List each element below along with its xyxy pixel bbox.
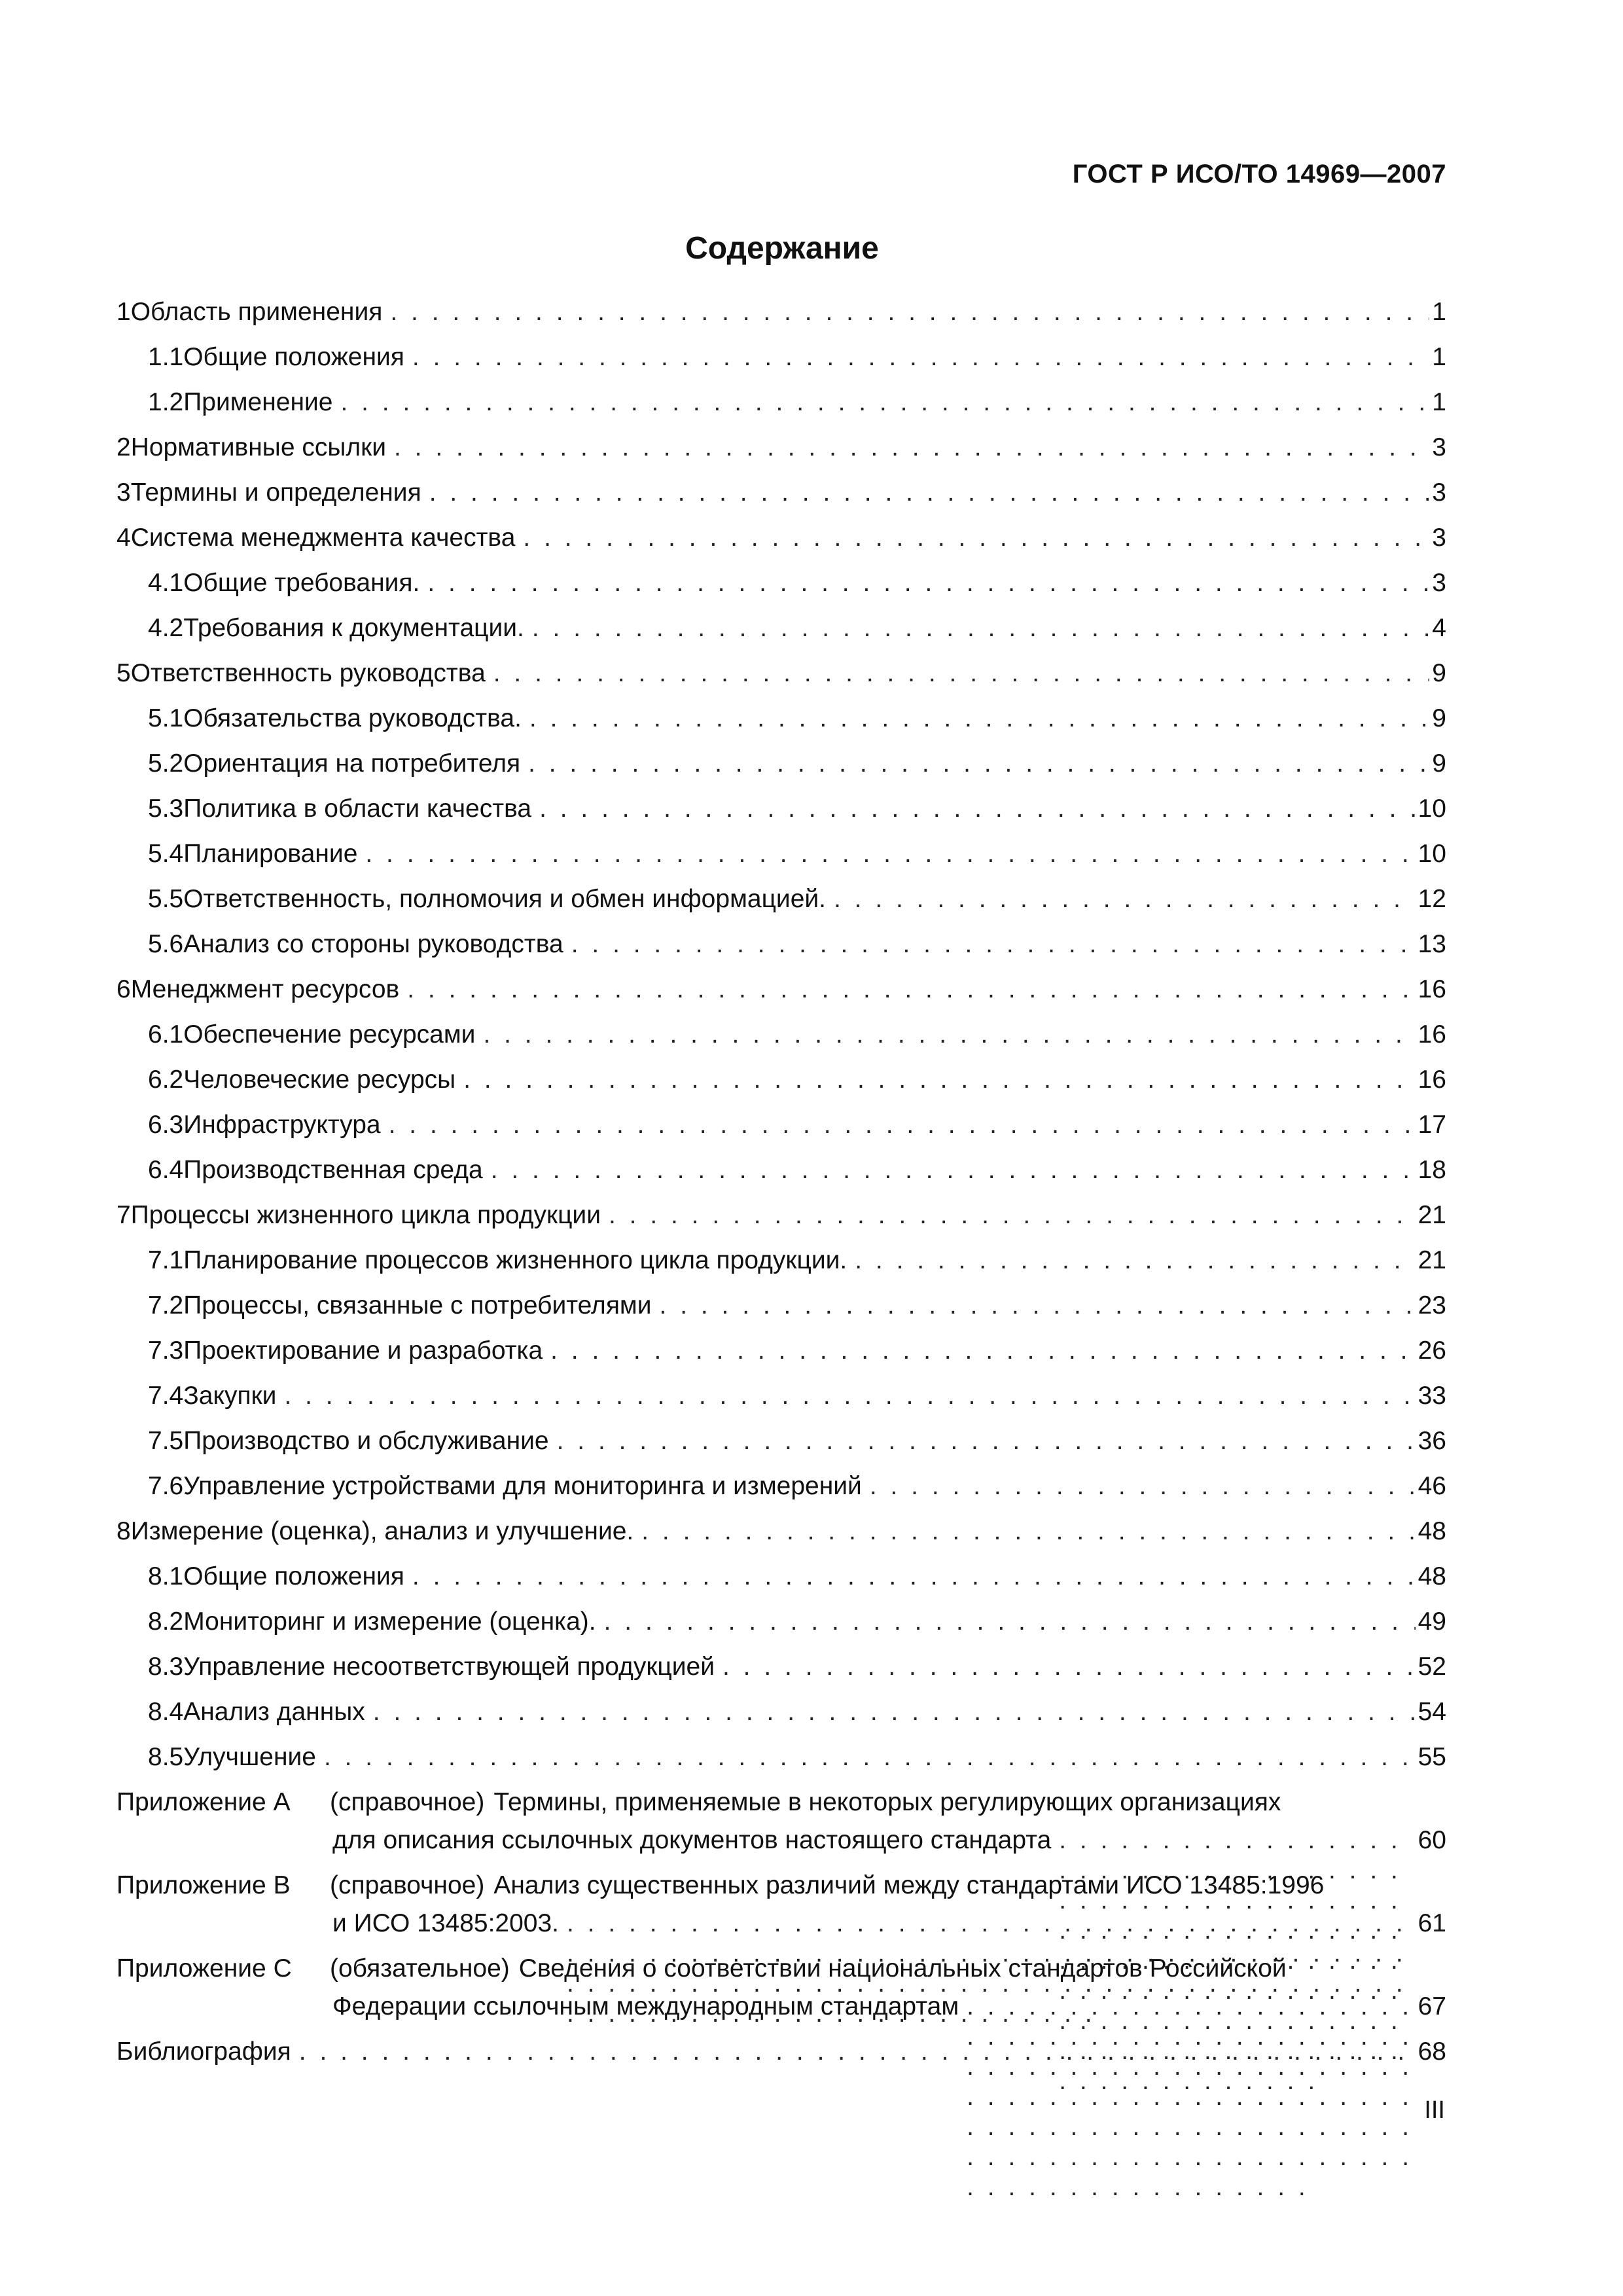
toc-entry-number: 2 xyxy=(116,433,131,461)
toc-entry-number: 8.1 xyxy=(148,1562,184,1590)
toc-entry[interactable] xyxy=(116,1381,1446,1426)
toc-entry-number: 7.6 xyxy=(148,1472,184,1500)
toc-entry-title: Требования к документации. xyxy=(183,614,524,642)
toc-entry[interactable] xyxy=(116,839,1446,884)
toc-entry[interactable] xyxy=(116,749,1446,794)
toc-entry-page: 17 xyxy=(1418,1111,1446,1139)
toc-entry-number: 8.5 xyxy=(148,1743,184,1771)
toc-entry-number: 5.4 xyxy=(148,840,184,868)
leader-dots xyxy=(855,1246,1415,1276)
annex-page: 60 xyxy=(1418,1826,1446,1854)
leader-dots xyxy=(528,749,1429,779)
toc-entry[interactable] xyxy=(116,1426,1446,1471)
toc-entry-number: 5.3 xyxy=(148,795,184,823)
toc-annex-c[interactable] xyxy=(116,1954,1446,2037)
leader-dots xyxy=(571,929,1416,960)
toc-entry-number: 7.4 xyxy=(148,1382,184,1410)
toc-entry[interactable] xyxy=(116,433,1446,478)
leader-dots xyxy=(660,1291,1416,1321)
toc-entry[interactable] xyxy=(116,1291,1446,1336)
leader-dots xyxy=(365,839,1415,869)
toc-entry-number: 1 xyxy=(116,298,131,326)
annex-title-line1: Анализ существенных различий между стандартами ИСО 13485:1996 xyxy=(493,1871,1325,1899)
leader-dots xyxy=(493,658,1430,689)
toc-annex-b[interactable] xyxy=(116,1871,1446,1954)
toc-entry-number: 4.2 xyxy=(148,614,184,642)
toc-entry-page: 10 xyxy=(1418,795,1446,823)
toc-entry-page: 46 xyxy=(1418,1472,1446,1500)
toc-entry-title: Политика в области качества xyxy=(183,795,532,823)
toc-entry[interactable] xyxy=(116,1742,1446,1787)
toc-entry-number: 6.3 xyxy=(148,1111,184,1139)
leader-dots xyxy=(412,1562,1416,1592)
leader-dots xyxy=(870,1471,1416,1501)
toc-entry[interactable] xyxy=(116,297,1446,342)
toc-entry-title: Менеджмент ресурсов xyxy=(130,975,400,1003)
annex-page: 67 xyxy=(1418,1992,1446,2020)
toc-entry-title: Измерение (оценка), анализ и улучшение. xyxy=(130,1517,634,1545)
leader-dots xyxy=(429,478,1430,508)
toc-entry[interactable] xyxy=(116,478,1446,523)
toc-entry-number: 4 xyxy=(116,524,131,552)
leader-dots xyxy=(390,297,1429,327)
bibliography-page: 68 xyxy=(1418,2037,1446,2066)
toc-entry-page: 3 xyxy=(1432,433,1446,461)
toc-entry-title: Закупки xyxy=(183,1382,277,1410)
toc-entry-title: Проектирование и разработка xyxy=(183,1336,543,1365)
toc-entry-title: Ответственность руководства xyxy=(130,659,486,687)
leader-dots xyxy=(539,794,1416,824)
toc-entry-title: Планирование процессов жизненного цикла продукции. xyxy=(183,1246,847,1274)
toc-entry-page: 36 xyxy=(1418,1427,1446,1455)
toc-entry-page: 1 xyxy=(1432,388,1446,416)
leader-dots xyxy=(834,884,1416,914)
toc-entry-page: 16 xyxy=(1418,1066,1446,1094)
annex-title-line1: Сведения о соответствии национальных стандартов Российской xyxy=(518,1954,1287,1982)
toc-entry-title: Анализ данных xyxy=(183,1698,365,1726)
toc-title: Содержание xyxy=(685,231,879,266)
toc-entry[interactable] xyxy=(116,975,1446,1020)
toc-entry-title: Нормативные ссылки xyxy=(130,433,386,461)
toc-entry-page: 52 xyxy=(1418,1653,1446,1681)
leader-dots xyxy=(324,1742,1416,1772)
toc-entry[interactable] xyxy=(116,568,1446,613)
toc-entry-page: 10 xyxy=(1418,840,1446,868)
toc-entry-page: 12 xyxy=(1418,885,1446,913)
toc-entry[interactable] xyxy=(116,1697,1446,1742)
toc-entry-number: 4.1 xyxy=(148,569,184,597)
toc-entry-page: 54 xyxy=(1418,1698,1446,1726)
toc-entry-number: 1.2 xyxy=(148,388,184,416)
leader-dots xyxy=(483,1020,1415,1050)
toc-entry-title: Человеческие ресурсы xyxy=(183,1066,456,1094)
leader-dots xyxy=(412,342,1429,372)
toc-entry-number: 6.1 xyxy=(148,1020,184,1049)
toc-entry-page: 1 xyxy=(1432,343,1446,371)
annex-label: Приложение В xyxy=(116,1871,291,1899)
toc-entry[interactable] xyxy=(116,1471,1446,1516)
toc-entry-page: 48 xyxy=(1418,1562,1446,1590)
toc-entry-title: Анализ со стороны руководства xyxy=(183,930,563,958)
toc-entry-title: Процессы, связанные с потребителями xyxy=(183,1291,652,1319)
toc-entry-title: Процессы жизненного цикла продукции xyxy=(130,1201,601,1229)
toc-entry[interactable] xyxy=(116,1562,1446,1607)
leader-dots xyxy=(394,433,1429,463)
annex-kind: (справочное) xyxy=(330,1871,485,1899)
leader-dots xyxy=(373,1697,1416,1727)
annex-label: Приложение С xyxy=(116,1954,292,1982)
toc-entry[interactable] xyxy=(116,704,1446,749)
toc-entry-title: Управление несоответствующей продукцией xyxy=(183,1653,715,1681)
page-number: III xyxy=(1424,2096,1445,2124)
toc-entry-title: Область применения xyxy=(130,298,383,326)
annex-title-line2: и ИСО 13485:2003. xyxy=(332,1909,560,1937)
leader-dots xyxy=(641,1516,1415,1547)
toc-entry[interactable] xyxy=(116,523,1446,568)
document-code: ГОСТ Р ИСО/ТО 14969—2007 xyxy=(1072,160,1446,188)
toc-entry-page: 9 xyxy=(1432,659,1446,687)
bibliography-title: Библиография xyxy=(116,2037,291,2066)
toc-entry-title: Обеспечение ресурсами xyxy=(183,1020,476,1049)
toc-entry-number: 8.3 xyxy=(148,1653,184,1681)
toc-entry[interactable] xyxy=(116,1020,1446,1065)
toc-entry[interactable] xyxy=(116,1110,1446,1155)
leader-dots xyxy=(284,1381,1415,1411)
toc-entry-title: Производственная среда xyxy=(183,1156,483,1184)
toc-entry[interactable] xyxy=(116,1607,1446,1652)
toc-entry-title: Ответственность, полномочия и обмен информацией. xyxy=(183,885,826,913)
toc-entry[interactable] xyxy=(116,1200,1446,1246)
leader-dots xyxy=(427,568,1429,598)
toc-entry-title: Мониторинг и измерение (оценка). xyxy=(183,1607,596,1636)
toc-entry-page: 3 xyxy=(1432,569,1446,597)
toc-entry-number: 7.3 xyxy=(148,1336,184,1365)
toc-entry-page: 1 xyxy=(1432,298,1446,326)
toc-entry-title: Применение xyxy=(183,388,333,416)
toc-entry-title: Система менеджмента качества xyxy=(130,524,516,552)
annex-kind: (справочное) xyxy=(330,1788,485,1816)
toc-entry-title: Ориентация на потребителя xyxy=(183,749,521,778)
toc-entry-page: 33 xyxy=(1418,1382,1446,1410)
toc-entry-page: 9 xyxy=(1432,749,1446,778)
leader-dots xyxy=(550,1336,1415,1366)
toc-entry-title: Термины и определения xyxy=(130,478,421,507)
toc-entry-title: Инфраструктура xyxy=(183,1111,381,1139)
table-of-contents xyxy=(116,297,1446,2082)
toc-entry-page: 21 xyxy=(1418,1201,1446,1229)
toc-entry-page: 3 xyxy=(1432,524,1446,552)
toc-entry-page: 48 xyxy=(1418,1517,1446,1545)
leader-dots xyxy=(523,523,1429,553)
toc-entry-title: Общие положения xyxy=(183,343,404,371)
toc-entry[interactable] xyxy=(116,929,1446,975)
toc-entry-number: 7.1 xyxy=(148,1246,184,1274)
toc-entry-page: 9 xyxy=(1432,704,1446,732)
toc-entry-number: 5.6 xyxy=(148,930,184,958)
toc-entry-page: 55 xyxy=(1418,1743,1446,1771)
toc-entry-number: 1.1 xyxy=(148,343,184,371)
toc-entry[interactable] xyxy=(116,387,1446,433)
toc-entry-number: 8.4 xyxy=(148,1698,184,1726)
leader-dots xyxy=(529,704,1429,734)
toc-entry-number: 5 xyxy=(116,659,131,687)
leader-dots xyxy=(407,975,1415,1005)
toc-entry-number: 8 xyxy=(116,1517,131,1545)
leader-dots xyxy=(557,1426,1416,1456)
toc-entry-page: 49 xyxy=(1418,1607,1446,1636)
leader-dots xyxy=(604,1607,1416,1637)
toc-entry-title: Общие положения xyxy=(183,1562,404,1590)
toc-entry-page: 4 xyxy=(1432,614,1446,642)
toc-entry-page: 13 xyxy=(1418,930,1446,958)
toc-entry[interactable] xyxy=(116,1336,1446,1381)
toc-entry[interactable] xyxy=(116,1065,1446,1110)
toc-entry-number: 6 xyxy=(116,975,131,1003)
leader-dots xyxy=(463,1065,1415,1095)
annex-title-line1: Термины, применяемые в некоторых регулирующих организациях xyxy=(493,1788,1281,1816)
toc-entry-page: 16 xyxy=(1418,1020,1446,1049)
toc-entry-title: Улучшение xyxy=(183,1743,316,1771)
toc-entry-page: 18 xyxy=(1418,1156,1446,1184)
toc-entries xyxy=(116,297,1446,1787)
toc-entry-number: 3 xyxy=(116,478,131,507)
annex-kind: (обязательное) xyxy=(330,1954,510,1982)
annex-title-line2: для описания ссылочных документов настоящего стандарта xyxy=(332,1826,1052,1854)
leader-dots xyxy=(389,1110,1416,1140)
toc-entry-number: 5.2 xyxy=(148,749,184,778)
toc-entry-number: 6.2 xyxy=(148,1066,184,1094)
toc-entry-number: 8.2 xyxy=(148,1607,184,1636)
toc-entry-title: Производство и обслуживание xyxy=(183,1427,549,1455)
leader-dots xyxy=(722,1652,1416,1682)
annex-label: Приложение А xyxy=(116,1788,291,1816)
toc-entry-page: 26 xyxy=(1418,1336,1446,1365)
leader-dots xyxy=(532,613,1429,643)
toc-entry[interactable] xyxy=(116,884,1446,929)
toc-entry-number: 7.5 xyxy=(148,1427,184,1455)
toc-entry-number: 7 xyxy=(116,1201,131,1229)
toc-entry[interactable] xyxy=(116,613,1446,658)
leader-dots xyxy=(967,1992,1415,2202)
toc-entry[interactable] xyxy=(116,1516,1446,1562)
toc-entry-number: 6.4 xyxy=(148,1156,184,1184)
toc-entry[interactable] xyxy=(116,1155,1446,1200)
annex-title-line2: Федерации ссылочным международным стандартам xyxy=(332,1992,959,2020)
toc-annex-a[interactable] xyxy=(116,1787,1446,1871)
toc-entry[interactable] xyxy=(116,1652,1446,1697)
toc-entry-title: Обязательства руководства. xyxy=(183,704,522,732)
toc-entry-number: 5.5 xyxy=(148,885,184,913)
leader-dots xyxy=(491,1155,1416,1185)
toc-entry[interactable] xyxy=(116,794,1446,839)
toc-entry-number: 5.1 xyxy=(148,704,184,732)
toc-entry[interactable] xyxy=(116,1246,1446,1291)
toc-entry-title: Планирование xyxy=(183,840,358,868)
toc-entry-page: 16 xyxy=(1418,975,1446,1003)
annex-page: 61 xyxy=(1418,1909,1446,1937)
toc-entry-page: 23 xyxy=(1418,1291,1446,1319)
leader-dots xyxy=(340,387,1429,418)
toc-entry-page: 21 xyxy=(1418,1246,1446,1274)
toc-entry[interactable] xyxy=(116,658,1446,704)
leader-dots xyxy=(609,1200,1416,1230)
toc-entry-title: Общие требования. xyxy=(183,569,420,597)
toc-entry[interactable] xyxy=(116,342,1446,387)
toc-entry-number: 7.2 xyxy=(148,1291,184,1319)
toc-entry-page: 3 xyxy=(1432,478,1446,507)
toc-entry-title: Управление устройствами для мониторинга и измерений xyxy=(183,1472,862,1500)
